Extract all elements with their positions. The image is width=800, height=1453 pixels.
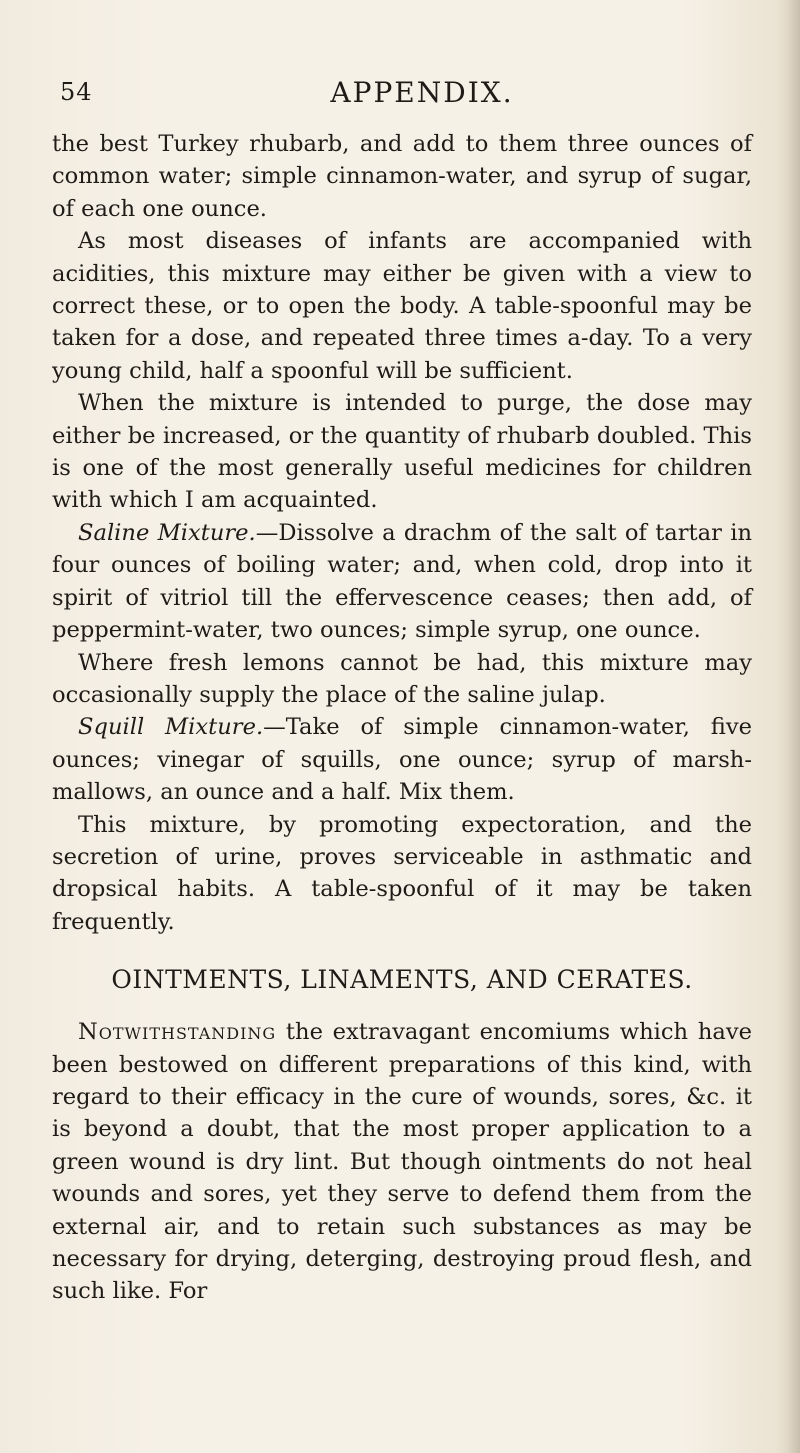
paragraph-purge: When the mixture is intended to purge, the dose may either be increased, or the quantity of rhubarb doubled. This is one of the most generally useful medicines for children with which I am acquainted.	[52, 390, 752, 514]
paragraph-expectoration: This mixture, by promoting expectoration, and the secretion of urine, proves serviceable in asthmatic and dropsical habits. A table-spoonful of it may be taken frequently.	[52, 811, 752, 935]
running-title: APPENDIX.	[330, 76, 514, 109]
lead-word: Notwithstanding	[78, 1019, 277, 1046]
recipe-title-saline: Saline Mixture.	[78, 519, 256, 546]
paragraph-lemons: Where fresh lemons cannot be had, this mixture may occasionally supply the place of the saline julap.	[52, 649, 752, 708]
paragraph-ointments	[52, 1016, 752, 1308]
paragraph-squill-mixture	[52, 711, 752, 808]
paragraph-saline-mixture	[52, 517, 752, 647]
paragraph-acidities: As most diseases of infants are accompanied with acidities, this mixture may either be given with a view to correct these, or to open the body. A table-spoonful may be taken for a dose, and repeated three times a-day. To a very young child, half a spoonful will be sufficient.	[52, 228, 752, 384]
recipe-text-saline: —Dissolve a drachm of the salt of tartar in four ounces of boiling water; and, when cold, drop into it spirit of vitriol till the effervescence ceases; then add, of peppermint-water, two ounces; simple syrup, one ounce.	[52, 519, 753, 644]
recipe-title-squill: Squill Mixture.	[78, 714, 264, 741]
page-number: 54	[60, 78, 93, 106]
paragraph-ointments-text: the extravagant encomiums which have been bestowed on different preparations of this kind, with regard to their efficacy in the cure of wounds, sores, &c. it is beyond a doubt, that the most proper application to a green wound is dry lint. But though ointments do not heal wounds and sores, yet they serve to defend them from the external air, and to retain such substances as may be necessary for drying, deterging, destroying proud flesh, and such like. For	[52, 1019, 752, 1305]
section-heading: OINTMENTS, LINAMENTS, AND CERATES.	[111, 965, 693, 995]
recipe-text-squill: —Take of simple cinnamon-water, five ounces; vinegar of squills, one ounce; syrup of marsh-mallows, an ounce and a half. Mix them.	[52, 714, 752, 806]
text-block	[52, 128, 752, 1308]
page-edge-shadow	[786, 0, 800, 1453]
paragraph-continued: the best Turkey rhubarb, and add to them three ounces of common water; simple cinnamon-water, and syrup of sugar, of each one ounce.	[52, 131, 752, 222]
running-head	[52, 72, 752, 112]
